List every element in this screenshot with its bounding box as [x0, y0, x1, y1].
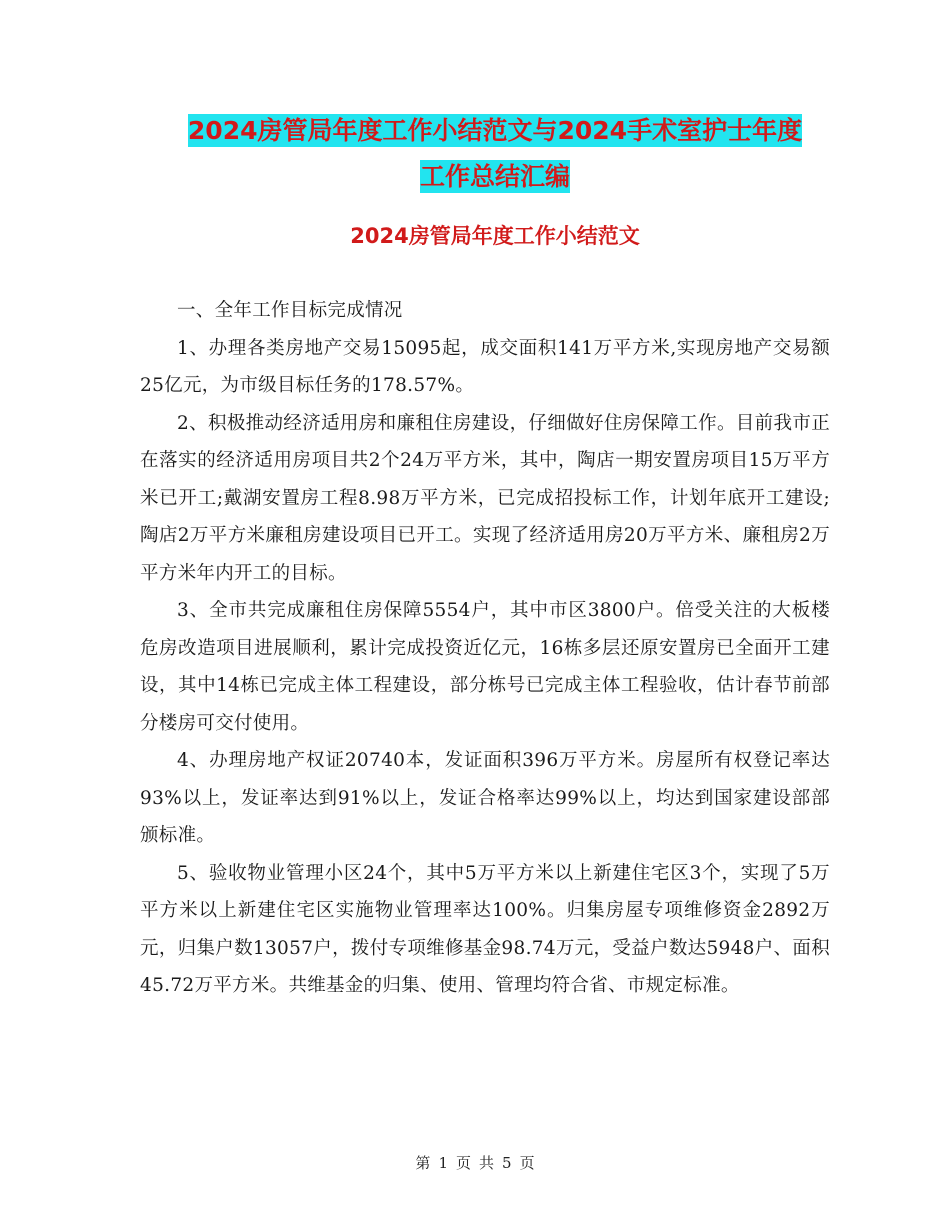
document-title	[100, 108, 890, 200]
section-title: 2024房管局年度工作小结范文	[350, 224, 640, 248]
paragraph: 2、积极推动经济适用房和廉租住房建设，仔细做好住房保障工作。目前我市正在落实的经济适用房项目共2个24万平方米，其中，陶店一期安置房项目15万平方米已开工;戴湖安置房工程8.98万平方米，已完成招投标工作，计划年底开工建设;陶店2万平方米廉租房建设项目已开工。实现了经济适用房20万平方米、廉租房2万平方米年内开工的目标。	[140, 412, 830, 584]
page-footer	[0, 1152, 950, 1173]
paragraph: 3、全市共完成廉租住房保障5554户，其中市区3800户。倍受关注的大板楼危房改造项目进展顺利，累计完成投资近亿元，16栋多层还原安置房已全面开工建设，其中14栋已完成主体工程建设，部分栋号已完成主体工程验收，估计春节前部分楼房可交付使用。	[140, 600, 830, 734]
footer-page-number: 1	[438, 1154, 448, 1172]
footer-page-label: 第	[415, 1154, 431, 1172]
footer-page-unit: 页	[455, 1154, 471, 1172]
title-line-1: 2024房管局年度工作小结范文与2024手术室护士年度	[187, 116, 803, 145]
document-body	[140, 292, 830, 1005]
footer-total-unit: 页	[519, 1154, 535, 1172]
paragraph: 5、验收物业管理小区24个，其中5万平方米以上新建住宅区3个，实现了5万平方米以上新建住宅区实施物业管理率达100%。归集房屋专项维修资金2892万元，归集户数13057户，拨付专项维修基金98.74万元，受益户数达5948户、面积45.72万平方米。共维基金的归集、使用、管理均符合省、市规定标准。	[140, 862, 830, 996]
paragraph: 1、办理各类房地产交易15095起，成交面积141万平方米,实现房地产交易额25亿元，为市级目标任务的178.57%。	[140, 337, 830, 396]
footer-total-pages: 5	[502, 1154, 512, 1172]
paragraph-heading: 一、全年工作目标完成情况	[177, 300, 403, 321]
title-line-2: 工作总结汇编	[419, 162, 570, 191]
footer-total-label: 共	[479, 1154, 495, 1172]
paragraph: 4、办理房地产权证20740本，发证面积396万平方米。房屋所有权登记率达93%以上，发证率达到91%以上，发证合格率达99%以上，均达到国家建设部部颁标准。	[140, 750, 830, 846]
